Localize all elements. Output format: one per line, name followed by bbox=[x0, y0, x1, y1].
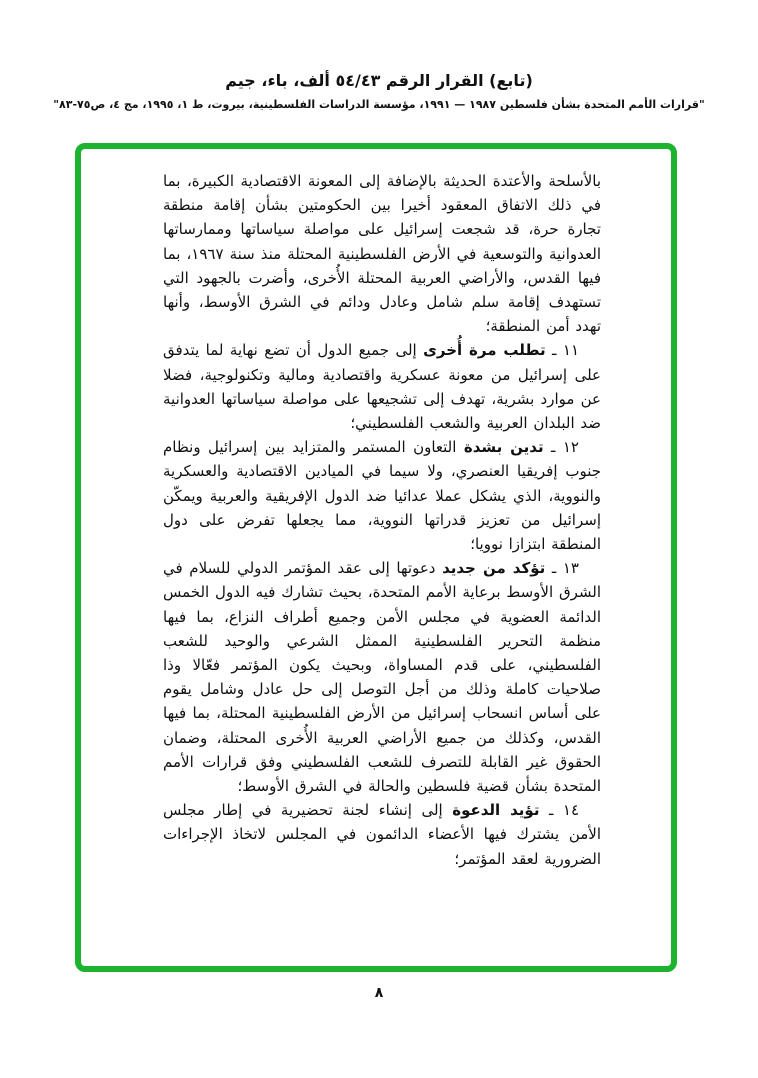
resolution-title: (تابع) القرار الرقم ٥٤/٤٣ ألف، باء، جيم bbox=[225, 71, 533, 90]
paragraph-lead: تؤكد من جديد bbox=[442, 559, 546, 578]
paragraph-lead: تدين بشدة bbox=[463, 438, 544, 457]
paragraph-number: ١٣ ـ bbox=[545, 559, 579, 578]
resolution-body bbox=[163, 169, 601, 871]
paragraph-text: التعاون المستمر والمتزايد بين إسرائيل ونظام جنوب إفريقيا العنصري، ولا سيما في الميادين الاقتصادية والعسكرية والنووية، الذي يشكل عملا عدائيا ضد الدول الإفريقية والعربية ويمكّن إسرائيل من تعزيز قدراتها النووية، مما يجعلها تفرض على دول المنطقة ابتزازا نوويا؛ bbox=[163, 438, 601, 554]
page-number: ٨ bbox=[374, 985, 384, 1001]
paragraph bbox=[163, 556, 601, 798]
paragraph-lead: تطلب مرة أُخرى bbox=[423, 341, 546, 360]
paragraph bbox=[163, 169, 601, 338]
paragraph-text: بالأسلحة والأعتدة الحديثة بالإضافة إلى المعونة الاقتصادية الكبيرة، بما في ذلك الاتفاق المعقود أخيرا بين الحكومتين بشأن إقامة منطقة تجارة حرة، قد شجعت إسرائيل على مواصلة سياساتها وممارساتها العدوانية والتوسعية في الأرض الفلسطينية المحتلة منذ سنة ١٩٦٧، بما فيها القدس، والأراضي العربية المحتلة الأُخرى، وأضرت بالجهود التي تستهدف إقامة سلم شامل وعادل ودائم في الشرق الأوسط، وأنها تهدد أمن المنطقة؛ bbox=[163, 172, 601, 336]
paragraph-text: إلى جميع الدول أن تضع نهاية لما يتدفق على إسرائيل من معونة عسكرية واقتصادية ومالية وتكنولوجية، فضلا عن موارد بشرية، تهدف إلى تشجيعها على مواصلة سياساتها العدوانية ضد البلدان العربية والشعب الفلسطيني؛ bbox=[163, 341, 601, 433]
paragraph-lead: تؤيد الدعوة bbox=[452, 801, 540, 820]
paragraph-number: ١٢ ـ bbox=[543, 438, 579, 457]
paragraph bbox=[163, 798, 601, 871]
paragraph-number: ١١ ـ bbox=[545, 341, 580, 360]
source-citation: "قرارات الأمم المتحدة بشأن فلسطين ١٩٨٧ — ١٩٩١، مؤسسة الدراسات الفلسطينية، بيروت، ط ١، ١٩٩٥، مج ٤، ص٧٥-٨٣" bbox=[53, 98, 705, 111]
paragraph-text: إلى إنشاء لجنة تحضيرية في إطار مجلس الأمن يشترك فيها الأعضاء الدائمون في المجلس لاتخاذ الإجراءات الضرورية لعقد المؤتمر؛ bbox=[163, 801, 601, 868]
paragraph bbox=[163, 338, 601, 435]
paragraph-text: دعوتها إلى عقد المؤتمر الدولي للسلام في الشرق الأوسط برعاية الأمم المتحدة، بحيث تشارك فيه الدول الخمس الدائمة العضوية في مجلس الأمن وجميع أطراف النزاع، بما فيها منظمة التحرير الفلسطينية الممثل الشرعي والوحيد للشعب الفلسطيني، على قدم المساواة، وبحيث يكون المؤتمر فعّالا وذا صلاحيات كاملة وذلك من أجل التوصل إلى حل عادل وشامل يقوم على أساس انسحاب إسرائيل من الأرض الفلسطينية المحتلة، بما فيها القدس، وكذلك من جميع الأراضي العربية الأُخرى المحتلة، وضمان الحقوق غير القابلة للتصرف للشعب الفلسطيني وفق قرارات الأمم المتحدة بشأن قضية فلسطين والحالة في الشرق الأوسط؛ bbox=[163, 559, 601, 796]
paragraph bbox=[163, 435, 601, 556]
page-header bbox=[0, 70, 758, 113]
paragraph-number: ١٤ ـ bbox=[539, 801, 580, 820]
green-frame bbox=[75, 143, 677, 972]
